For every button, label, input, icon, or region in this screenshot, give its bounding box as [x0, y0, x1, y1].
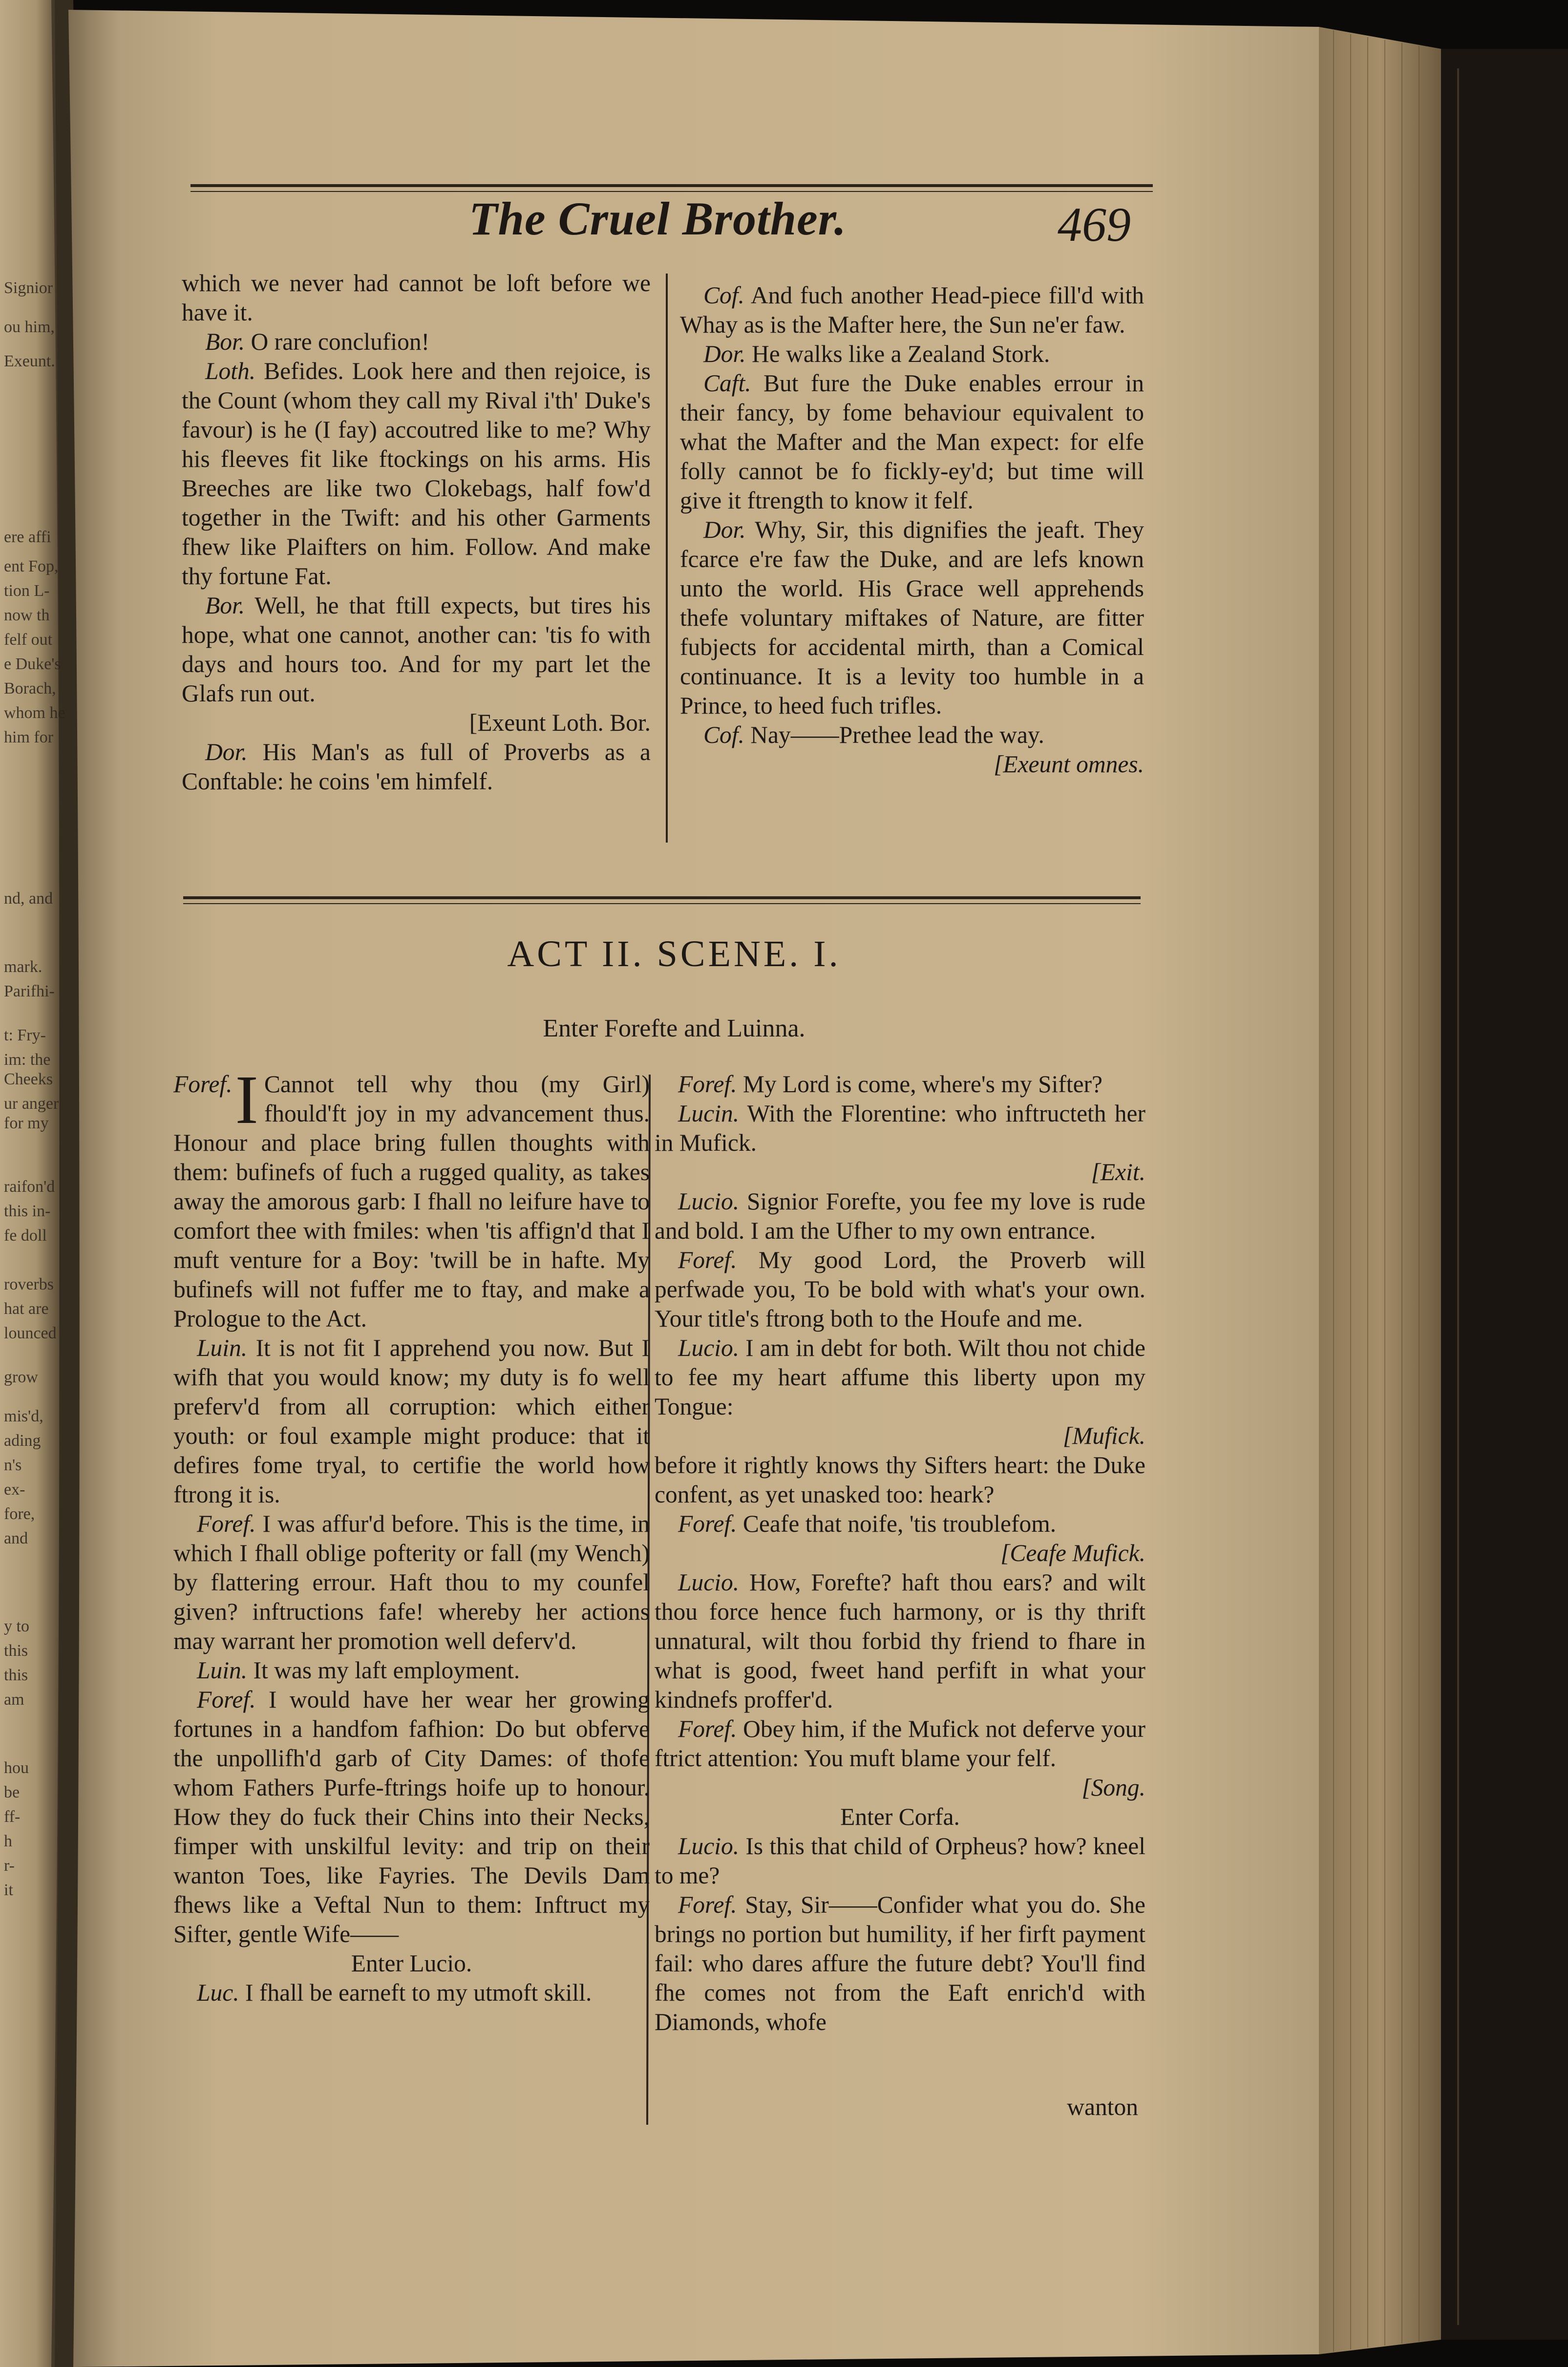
page-number: 469	[1058, 197, 1131, 252]
speech	[173, 1656, 650, 1685]
continuation-line: which we never had cannot be loft before we have it.	[182, 270, 651, 326]
speech-text: It is not fit I apprehend you now. But I wifh that you would know; my duty is fo well preferv'd from all corruption: which either youth: or foul example might produce: that it defires fome tryal, to certifie the world how ftrong it is.	[173, 1334, 650, 1508]
speaker-name: Lucio.	[678, 1833, 740, 1860]
stage-direction-cease-music: [Ceafe Mufick.	[1000, 1540, 1145, 1566]
speaker-name: Bor.	[205, 328, 245, 355]
previous-page-fragment: mis'd,	[4, 1407, 43, 1425]
previous-page-fragment: be	[4, 1783, 20, 1801]
previous-page-fragment: raifon'd	[4, 1178, 55, 1196]
speaker-name: Dor.	[205, 739, 248, 765]
column-top-right	[680, 281, 1144, 779]
previous-page-fragment: ur anger	[4, 1095, 59, 1113]
speech-text: Signior Forefte, you fee my love is rude and bold. I am the Ufher to my own entrance.	[655, 1188, 1146, 1244]
previous-page-fragment: ou him,	[4, 318, 55, 336]
speaker-name: Foref.	[678, 1247, 737, 1273]
speaker-name: Foref.	[678, 1071, 737, 1098]
previous-page-fragment: e Duke's	[4, 655, 61, 673]
speech	[655, 1099, 1145, 1158]
speaker-name: Cof.	[703, 721, 744, 748]
speech-text: But fure the Duke enables errour in their fancy, by fome behaviour equivalent to what the Mafter and the Man expect: for elfe folly cannot be fo fickly-ey'd; but time will give it ftrength to know it felf.	[680, 370, 1144, 514]
speech	[173, 1978, 650, 2008]
speaker-name: Lucio.	[678, 1569, 740, 1596]
speaker-name: Luin.	[197, 1657, 248, 1684]
act-scene-heading: ACT II. SCENE. I.	[507, 933, 841, 974]
speech-text: Stay, Sir——Confider what you do. She brings no portion but humility, if her firft payment fail: who dares affure the future debt? You'll find fhe comes not from the Eaft enrich'd with Diamonds, whofe	[655, 1891, 1146, 2035]
previous-page-fragment: felf out	[4, 631, 53, 649]
speech-text: Is this that child of Orpheus? how? kneel to me?	[655, 1833, 1145, 1889]
previous-page-fragment: hat are	[4, 1300, 49, 1318]
speech	[680, 339, 1144, 369]
previous-page-fragment: im: the	[4, 1051, 51, 1069]
previous-page-fragment: tion L-	[4, 582, 50, 600]
column-top-left	[182, 269, 651, 796]
speech-text: I was affur'd before. This is the time, in which I fhall oblige pofterity or fall (my Wench) by flattering errour. Haft thou to my counfel given? inftructions fafe! whereby her actions may warrant her promotion well deferv'd.	[173, 1510, 650, 1654]
speech-text: He walks like a Zealand Stork.	[752, 340, 1050, 367]
speech-text: I would have her wear her growing fortunes in a handfom fafhion: Do but obferve the unpollifh'd garb of City Dames: of thofe whom Fathers Purfe-ftrings hoife up to honour. How they do fuck their Chins into their Necks, fimper with unskilful levity: and trip on their wanton Toes, like Fayries. The Devils Dam fhews like a Veftal Nun to them: Inftruct my Sifter, gentle Wife——	[173, 1686, 650, 1947]
previous-page-fragment: ere affi	[4, 528, 51, 546]
speech	[680, 369, 1144, 515]
previous-page-fragment: fore,	[4, 1505, 35, 1523]
previous-page-fragment: t: Fry-	[4, 1026, 46, 1044]
speech-text: O rare conclufion!	[251, 328, 430, 355]
previous-page-fragment: ex-	[4, 1480, 25, 1499]
speaker-name: Lucin.	[678, 1100, 740, 1127]
previous-page-fragment: mark.	[4, 958, 42, 976]
speech-text: I fhall be earneft to my utmoft skill.	[245, 1979, 592, 2006]
speech-continuation: before it rightly knows thy Sifters heart: the Duke confent, as yet unasked too: heark?	[655, 1452, 1145, 1508]
previous-page-fragment: Parifhi-	[4, 982, 55, 1000]
speaker-name: Lucio.	[678, 1188, 740, 1215]
stage-direction-music: [Mufick.	[1062, 1422, 1145, 1449]
stage-direction-enter: Enter Corfa.	[840, 1803, 960, 1830]
previous-page-fragment: whom he	[4, 704, 65, 722]
speech	[680, 515, 1144, 720]
speech	[680, 720, 1144, 750]
speech	[680, 281, 1144, 339]
speech-text: How, Forefte? haft thou ears? and wilt thou force hence fuch harmony, or is thy thrift unnatural, wilt thou forbid thy friend to fhare in what is good, fweet hand perfift in what your kindnefs proffer'd.	[655, 1569, 1145, 1713]
previous-page-fragment: this	[4, 1642, 28, 1660]
previous-page-fragment: roverbs	[4, 1275, 54, 1293]
previous-page-fragment: ent Fop,	[4, 557, 59, 575]
previous-page-fragment: fe doll	[4, 1226, 47, 1245]
previous-page-fragment: Signior	[4, 279, 53, 297]
previous-page-fragment: grow	[4, 1368, 38, 1386]
drop-cap: I	[235, 1061, 258, 1138]
speaker-name: Foref.	[678, 1891, 737, 1918]
previous-page-fragment: r-	[4, 1857, 15, 1875]
previous-page-fragment: this	[4, 1666, 28, 1684]
speech-text: Nay——Prethee lead the way.	[750, 721, 1044, 748]
speech	[182, 591, 651, 708]
speech-text: My good Lord, the Proverb will perfwade you, To be bold with what's your own. Your title's ftrong both to the Houfe and me.	[655, 1247, 1146, 1332]
previous-page-fragment: Cheeks	[4, 1070, 53, 1088]
speech	[173, 1685, 650, 1949]
previous-page-fragment: lounced	[4, 1324, 57, 1342]
previous-page-fragment: h	[4, 1832, 12, 1850]
previous-page-fragment: am	[4, 1691, 24, 1709]
speech	[182, 327, 651, 357]
speaker-name: Bor.	[205, 592, 245, 619]
speaker-name: Dor.	[703, 340, 746, 367]
previous-page-fragment: nd, and	[4, 889, 53, 908]
speech-text: His Man's as full of Proverbs as a Conftable: he coins 'em himfelf.	[182, 739, 651, 795]
stage-direction-exit: [Exeunt omnes.	[994, 751, 1144, 778]
speaker-name: Lucio.	[678, 1334, 740, 1361]
speaker-name: Luin.	[197, 1334, 248, 1361]
speech-text: Obey him, if the Mufick not deferve your ftrict attention: You muft blame your felf.	[655, 1715, 1145, 1772]
speaker-name: Foref.	[173, 1071, 233, 1098]
speech	[655, 1333, 1145, 1421]
speech	[655, 1890, 1145, 2037]
speech-text: Why, Sir, this dignifies the jeaft. They fcarce e're faw the Duke, and are lefs known unto the world. His Grace well apprehends thefe voluntary miftakes of Nature, are fitter fubjects for accidental mirth, than a Comical continuance. It is a levity too humble in a Prince, to heed fuch trifles.	[680, 516, 1144, 719]
previous-page-fragment: him for	[4, 728, 54, 746]
previous-page-fragment: Exeunt.	[4, 352, 55, 370]
previous-page-fragment: it	[4, 1881, 13, 1899]
speaker-name: Foref.	[678, 1510, 737, 1537]
speech-text: Cannot tell why thou (my Girl) fhould'ft joy in my advancement thus. Honour and place bring fullen thoughts with them: bufinefs of fuch a rugged quality, as takes away the amorous garb: I fhall no leifure have to comfort thee with fmiles: when 'tis affign'd that I muft venture for a Boy: 'twill be in hafte. My bufinefs will not fuffer me to ftay, and make a Prologue to the Act.	[173, 1071, 650, 1332]
speech-text: Well, he that ftill expects, but tires his hope, what one cannot, another can: 'tis fo with days and hours too. And for my part let the Glafs run out.	[182, 592, 651, 707]
previous-page-fragment: ading	[4, 1432, 41, 1450]
speaker-name: Foref.	[678, 1715, 737, 1742]
speech	[173, 1333, 650, 1509]
speech-text: Befides. Look here and then rejoice, is the Count (whom they call my Rival i'th' Duke's favour) is he (I fay) accoutred like to me? Why his fleeves fit like ftockings on his arms. His Breeches are like two Clokebags, half fow'd together in the Twift: and his other Garments fhew like Plaifters on him. Follow. And make thy fortune Fat.	[182, 358, 651, 590]
speaker-name: Dor.	[703, 516, 746, 543]
speech	[182, 357, 651, 591]
speech	[655, 1568, 1145, 1714]
speech-text: And fuch another Head-piece fill'd with Whay as is the Mafter here, the Sun ne'er faw.	[680, 282, 1144, 338]
speech	[173, 1509, 650, 1656]
speech-text: I am in debt for both. Wilt thou not chide to fee my heart affume this liberty upon my Tongue:	[655, 1334, 1145, 1420]
stage-direction-entrance: Enter Forefte and Luinna.	[543, 1014, 805, 1042]
speech	[182, 738, 651, 796]
previous-page-fragment: n's	[4, 1456, 22, 1474]
speech	[655, 1832, 1145, 1890]
previous-page-fragment: Borach,	[4, 679, 56, 697]
speech	[655, 1070, 1145, 1099]
column-bottom-right	[655, 1070, 1145, 2037]
speaker-name: Cof.	[703, 282, 744, 309]
catchword: wanton	[1067, 2093, 1138, 2120]
previous-page-fragment: hou	[4, 1759, 29, 1777]
previous-page-fragment: for my	[4, 1114, 49, 1132]
previous-page-fragment: now th	[4, 606, 50, 624]
speech	[655, 1714, 1145, 1773]
speaker-name: Loth.	[205, 358, 256, 384]
stage-direction-exit: [Exeunt Loth. Bor.	[469, 709, 651, 736]
speech-text: Ceafe that noife, 'tis troublefom.	[742, 1510, 1057, 1537]
speaker-name: Foref.	[197, 1686, 256, 1713]
speaker-name: Caft.	[703, 370, 751, 397]
previous-page-fragment: and	[4, 1529, 28, 1547]
speech-text: My Lord is come, where's my Sifter?	[742, 1071, 1103, 1098]
column-bottom-left	[173, 1061, 650, 2008]
speech-text: It was my laft employment.	[253, 1657, 520, 1684]
speech	[655, 1246, 1145, 1333]
running-head-title: The Cruel Brother.	[469, 192, 847, 245]
speaker-name: Luc.	[197, 1979, 239, 2006]
speech	[655, 1509, 1145, 1539]
speech	[655, 1187, 1145, 1246]
previous-page-fragment: ff-	[4, 1808, 21, 1826]
speech-text: With the Florentine: who inftructeth her in Mufick.	[655, 1100, 1146, 1156]
previous-page-fragment: this in-	[4, 1202, 51, 1220]
speaker-name: Foref.	[197, 1510, 256, 1537]
previous-page-fragment: y to	[4, 1617, 29, 1635]
stage-direction-song: [Song.	[1081, 1774, 1145, 1801]
stage-direction-exit: [Exit.	[1091, 1159, 1145, 1185]
speech	[173, 1061, 650, 1333]
stage-direction-enter: Enter Lucio.	[351, 1950, 472, 1977]
